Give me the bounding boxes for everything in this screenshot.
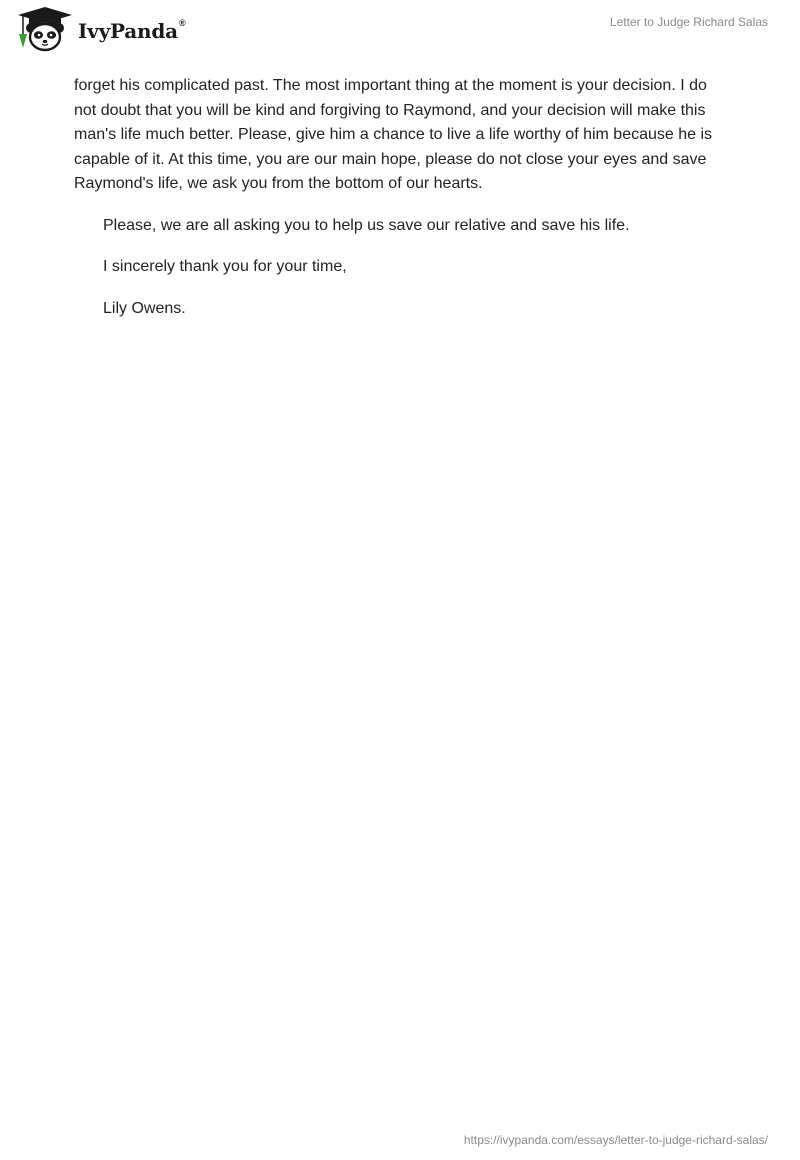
- paragraph-request: Please, we are all asking you to help us save our relative and save his life.: [103, 216, 630, 234]
- logo-wordmark: [78, 19, 185, 43]
- ivypanda-logo[interactable]: [14, 6, 185, 52]
- panda-logo-icon: [14, 6, 76, 52]
- signature-name: Lily Owens.: [103, 299, 186, 317]
- page-header: [0, 0, 800, 62]
- logo-name: IvyPanda: [78, 19, 178, 43]
- paragraph-thanks: I sincerely thank you for your time,: [103, 258, 347, 275]
- source-url[interactable]: https://ivypanda.com/essays/letter-to-judge-richard-salas/: [463, 1133, 768, 1147]
- letter-body: [74, 74, 726, 338]
- running-title: Letter to Judge Richard Salas: [609, 15, 768, 29]
- paragraph-continued: forget his complicated past. The most important thing at the moment is your decision. I do not doubt that you will be kind and forgiving to Raymond, and your decision will make this man's life much better. Please, give him a chance to live a life worthy of him because he is capable of it. At this time, you are our main hope, please do not close your eyes and save Raymond's life, we ask you from the bottom of our hearts.: [74, 77, 713, 192]
- registered-mark: ®: [178, 18, 186, 29]
